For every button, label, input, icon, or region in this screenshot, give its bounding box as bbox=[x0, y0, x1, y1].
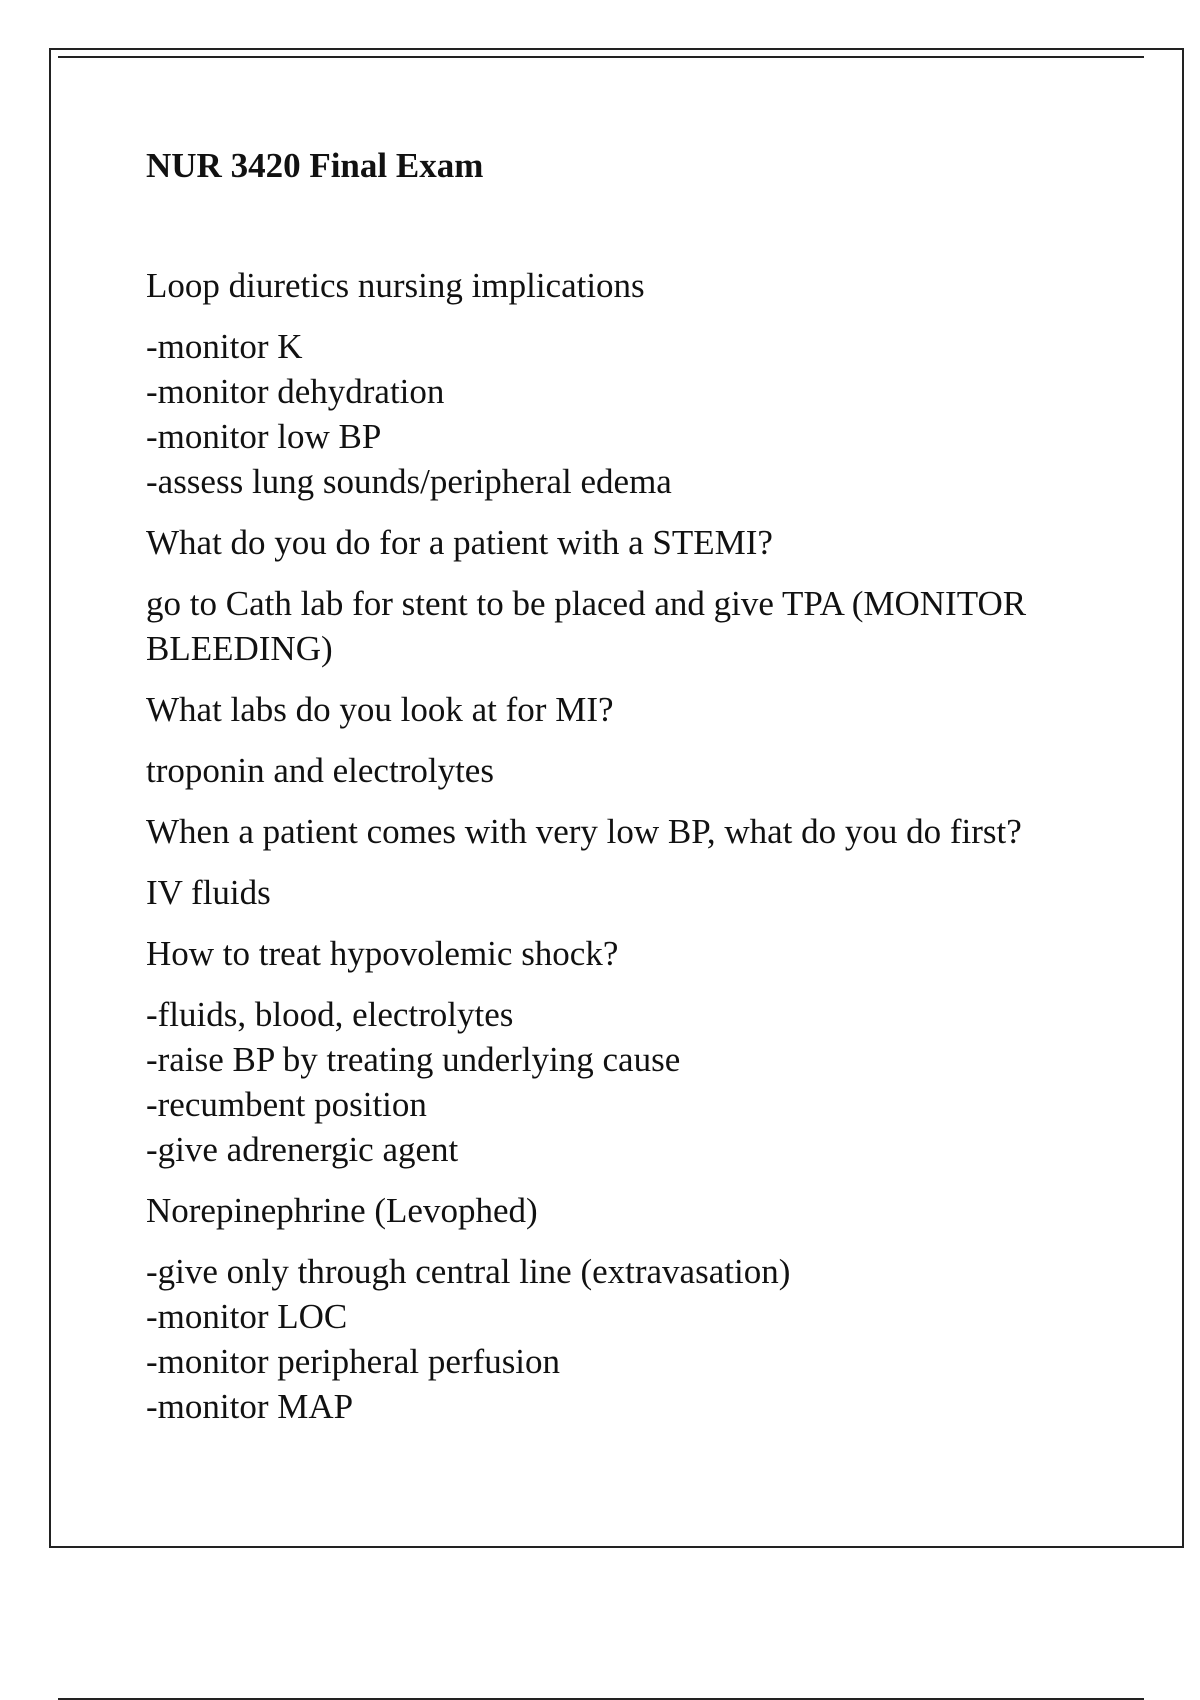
document-body bbox=[146, 143, 1096, 1445]
question-stemi: What do you do for a patient with a STEMI? bbox=[146, 523, 773, 562]
answer-line: -monitor peripheral perfusion bbox=[146, 1342, 561, 1381]
answer-line: -give only through central line (extravasation) bbox=[146, 1252, 791, 1291]
answer-line: -monitor K bbox=[146, 327, 303, 366]
question-mi-labs: What labs do you look at for MI? bbox=[146, 690, 614, 729]
question-norepinephrine: Norepinephrine (Levophed) bbox=[146, 1191, 538, 1230]
answer-low-bp: IV fluids bbox=[146, 873, 271, 912]
question-loop-diuretics: Loop diuretics nursing implications bbox=[146, 266, 645, 305]
question-low-bp: When a patient comes with very low BP, what do you do first? bbox=[146, 812, 1022, 851]
answer-hypovolemic-shock bbox=[146, 992, 1096, 1172]
page-title: NUR 3420 Final Exam bbox=[146, 146, 484, 185]
top-rule bbox=[58, 56, 1144, 58]
answer-line: -give adrenergic agent bbox=[146, 1130, 459, 1169]
answer-stemi: go to Cath lab for stent to be placed and give TPA (MONITOR BLEEDING) bbox=[146, 584, 1027, 668]
answer-line: -raise BP by treating underlying cause bbox=[146, 1040, 681, 1079]
answer-loop-diuretics bbox=[146, 324, 1096, 504]
answer-line: -fluids, blood, electrolytes bbox=[146, 995, 514, 1034]
answer-line: -monitor dehydration bbox=[146, 372, 445, 411]
answer-line: -assess lung sounds/peripheral edema bbox=[146, 462, 672, 501]
answer-mi-labs: troponin and electrolytes bbox=[146, 751, 494, 790]
answer-line: -recumbent position bbox=[146, 1085, 427, 1124]
answer-line: -monitor MAP bbox=[146, 1387, 354, 1426]
answer-line: -monitor low BP bbox=[146, 417, 382, 456]
question-hypovolemic-shock: How to treat hypovolemic shock? bbox=[146, 934, 619, 973]
answer-line: -monitor LOC bbox=[146, 1297, 348, 1336]
answer-norepinephrine bbox=[146, 1249, 1096, 1429]
